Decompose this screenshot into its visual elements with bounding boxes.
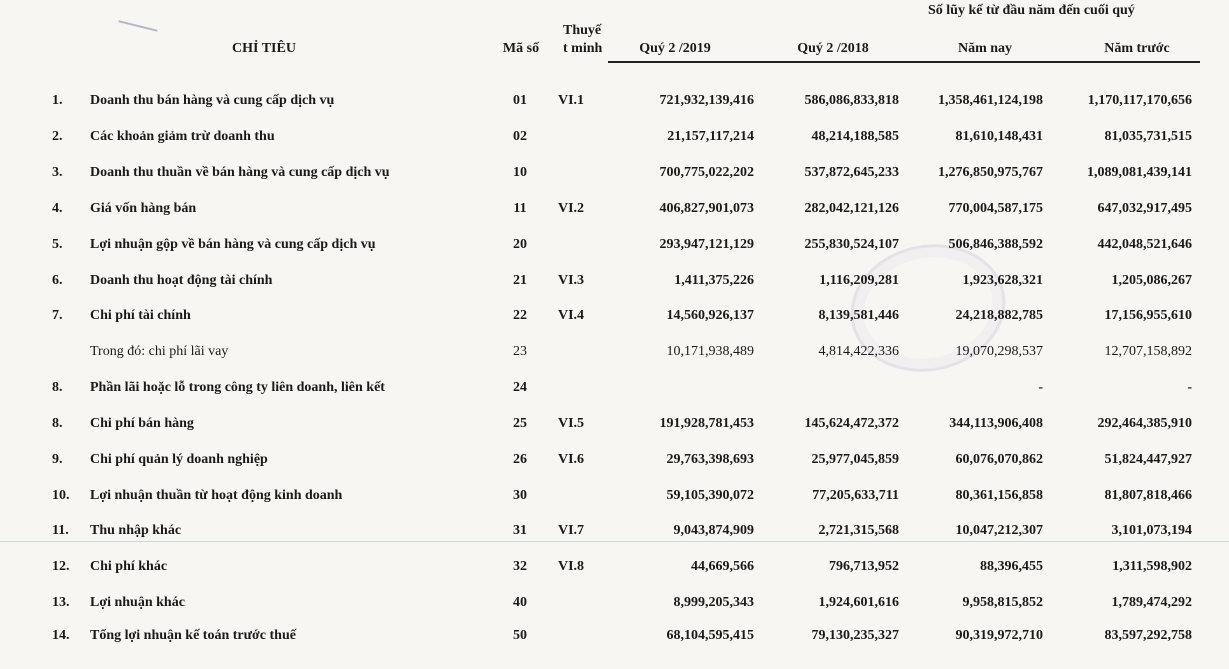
- note-header-line2: t minh: [563, 41, 603, 56]
- value-q2-2019: 14,560,926,137: [666, 308, 754, 323]
- row-indicator: Chi phí tài chính: [90, 308, 191, 323]
- value-this-year: 1,276,850,975,767: [938, 165, 1043, 180]
- table-row: [0, 414, 1229, 434]
- value-last-year: 1,089,081,439,141: [1087, 165, 1192, 180]
- value-this-year: 1,358,461,124,198: [938, 93, 1043, 108]
- row-indicator: Doanh thu thuần về bán hàng và cung cấp dịch vụ: [90, 165, 390, 180]
- table-row: [0, 271, 1229, 291]
- row-indicator: Giá vốn hàng bán: [90, 201, 197, 216]
- value-q2-2019: 10,171,938,489: [666, 344, 754, 359]
- row-indicator: Thu nhập khác: [90, 523, 182, 538]
- row-indicator: Trong đó: chi phí lãi vay: [90, 344, 229, 359]
- row-indicator: Tổng lợi nhuận kế toán trước thuế: [90, 628, 296, 643]
- value-this-year: 1,923,628,321: [962, 273, 1043, 288]
- row-number: 8.: [52, 380, 63, 395]
- code-header: Mã số: [502, 41, 540, 56]
- row-code: 30: [513, 488, 527, 503]
- value-last-year: 51,824,447,927: [1104, 452, 1192, 467]
- cumulative-header: Số lũy kế từ đầu năm đến cuối quý: [928, 3, 1135, 18]
- header-underline: [608, 61, 1200, 63]
- row-indicator: Lợi nhuận khác: [90, 595, 185, 610]
- value-last-year: 1,170,117,170,656: [1087, 93, 1192, 108]
- row-note: VI.4: [558, 308, 585, 323]
- value-q2-2019: 721,932,139,416: [659, 93, 754, 108]
- row-number: 13.: [52, 595, 70, 610]
- table-row: [0, 235, 1229, 255]
- value-this-year: 10,047,212,307: [955, 523, 1043, 538]
- value-q2-2019: 59,105,390,072: [666, 488, 754, 503]
- row-number: 12.: [52, 559, 70, 574]
- value-last-year: 81,035,731,515: [1104, 129, 1192, 144]
- value-q2-2019: 21,157,117,214: [667, 129, 754, 144]
- value-q2-2018: 48,214,188,585: [811, 129, 899, 144]
- row-note: VI.1: [558, 93, 585, 108]
- row-number: 3.: [52, 165, 63, 180]
- pen-mark: [118, 20, 157, 32]
- value-this-year: 60,076,070,862: [955, 452, 1043, 467]
- row-indicator: Phần lãi hoặc lỗ trong công ty liên doanh, liên kết: [90, 380, 385, 395]
- scan-line: [0, 541, 1229, 542]
- row-number: 14.: [52, 628, 70, 643]
- value-q2-2019: 1,411,375,226: [674, 273, 754, 288]
- table-row: [0, 626, 1229, 646]
- value-last-year: -: [1187, 380, 1192, 395]
- value-this-year: 506,846,388,592: [948, 237, 1043, 252]
- indicator-header: CHỈ TIÊU: [232, 41, 296, 56]
- row-indicator: Các khoản giảm trừ doanh thu: [90, 129, 275, 144]
- row-code: 10: [513, 165, 527, 180]
- table-row: [0, 127, 1229, 147]
- value-this-year: 81,610,148,431: [955, 129, 1043, 144]
- last-year-header: Năm trước: [1104, 41, 1170, 56]
- value-last-year: 1,311,598,902: [1112, 559, 1192, 574]
- value-q2-2019: 68,104,595,415: [666, 628, 754, 643]
- row-code: 25: [513, 416, 527, 431]
- row-code: 50: [513, 628, 527, 643]
- row-note: VI.8: [558, 559, 585, 574]
- table-row: [0, 199, 1229, 219]
- row-code: 40: [513, 595, 527, 610]
- value-q2-2019: 29,763,398,693: [666, 452, 754, 467]
- table-row: [0, 378, 1229, 398]
- row-indicator: Doanh thu hoạt động tài chính: [90, 273, 273, 288]
- row-code: 31: [513, 523, 527, 538]
- row-number: 1.: [52, 93, 63, 108]
- value-this-year: 770,004,587,175: [948, 201, 1043, 216]
- value-q2-2019: 191,928,781,453: [659, 416, 754, 431]
- q2-2019-header: Quý 2 /2019: [639, 41, 711, 56]
- value-q2-2018: 4,814,422,336: [818, 344, 899, 359]
- value-q2-2018: 796,713,952: [829, 559, 899, 574]
- table-row: [0, 91, 1229, 111]
- table-row: [0, 163, 1229, 183]
- row-note: VI.6: [558, 452, 585, 467]
- value-last-year: 81,807,818,466: [1104, 488, 1192, 503]
- row-number: 8.: [52, 416, 63, 431]
- value-last-year: 83,597,292,758: [1104, 628, 1192, 643]
- this-year-header: Năm nay: [957, 41, 1013, 56]
- value-q2-2019: 44,669,566: [691, 559, 754, 574]
- row-indicator: Lợi nhuận thuần từ hoạt động kinh doanh: [90, 488, 343, 503]
- table-row: [0, 593, 1229, 613]
- table-row: [0, 486, 1229, 506]
- value-last-year: 292,464,385,910: [1097, 416, 1192, 431]
- value-q2-2018: 8,139,581,446: [818, 308, 899, 323]
- row-code: 24: [513, 380, 527, 395]
- row-note: VI.2: [558, 201, 585, 216]
- note-header-line1: Thuyế: [563, 23, 602, 38]
- value-q2-2019: 406,827,901,073: [659, 201, 754, 216]
- value-q2-2018: 537,872,645,233: [804, 165, 899, 180]
- value-q2-2018: 79,130,235,327: [811, 628, 899, 643]
- value-q2-2018: 282,042,121,126: [804, 201, 899, 216]
- row-code: 23: [513, 344, 527, 359]
- row-number: 7.: [52, 308, 63, 323]
- row-code: 01: [513, 93, 527, 108]
- table-row: [0, 306, 1229, 326]
- value-this-year: 19,070,298,537: [955, 344, 1043, 359]
- value-q2-2019: 700,775,022,202: [659, 165, 754, 180]
- row-code: 20: [513, 237, 527, 252]
- row-indicator: Chi phí quản lý doanh nghiệp: [90, 452, 268, 467]
- row-code: 02: [513, 129, 527, 144]
- row-indicator: Lợi nhuận gộp về bán hàng và cung cấp dịch vụ: [90, 237, 376, 252]
- value-this-year: 24,218,882,785: [955, 308, 1043, 323]
- row-indicator: Doanh thu bán hàng và cung cấp dịch vụ: [90, 93, 335, 108]
- value-this-year: 344,113,906,408: [949, 416, 1043, 431]
- table-row: [0, 521, 1229, 541]
- value-this-year: 80,361,156,858: [955, 488, 1043, 503]
- value-q2-2018: 1,116,209,281: [819, 273, 899, 288]
- value-last-year: 12,707,158,892: [1104, 344, 1192, 359]
- value-q2-2019: 8,999,205,343: [673, 595, 754, 610]
- row-number: 5.: [52, 237, 63, 252]
- value-this-year: 9,958,815,852: [962, 595, 1043, 610]
- value-last-year: 1,205,086,267: [1111, 273, 1192, 288]
- value-last-year: 647,032,917,495: [1097, 201, 1192, 216]
- row-code: 22: [513, 308, 527, 323]
- row-number: 6.: [52, 273, 63, 288]
- value-last-year: 1,789,474,292: [1111, 595, 1192, 610]
- row-number: 10.: [52, 488, 70, 503]
- table-row: [0, 557, 1229, 577]
- value-q2-2018: 145,624,472,372: [804, 416, 899, 431]
- row-note: VI.5: [558, 416, 585, 431]
- row-number: 11.: [52, 523, 69, 538]
- row-indicator: Chi phí khác: [90, 559, 168, 574]
- row-indicator: Chi phí bán hàng: [90, 416, 194, 431]
- value-q2-2018: 255,830,524,107: [804, 237, 899, 252]
- value-q2-2019: 9,043,874,909: [673, 523, 754, 538]
- row-code: 26: [513, 452, 527, 467]
- value-last-year: 17,156,955,610: [1104, 308, 1192, 323]
- row-code: 32: [513, 559, 527, 574]
- row-number: 4.: [52, 201, 63, 216]
- row-code: 11: [513, 201, 527, 216]
- value-this-year: 88,396,455: [980, 559, 1043, 574]
- value-this-year: -: [1038, 380, 1043, 395]
- value-q2-2018: 586,086,833,818: [804, 93, 899, 108]
- row-number: 2.: [52, 129, 63, 144]
- value-last-year: 3,101,073,194: [1111, 523, 1192, 538]
- table-row: [0, 342, 1229, 362]
- row-code: 21: [513, 273, 527, 288]
- value-this-year: 90,319,972,710: [955, 628, 1043, 643]
- row-note: VI.7: [558, 523, 585, 538]
- value-q2-2018: 1,924,601,616: [818, 595, 899, 610]
- value-q2-2019: 293,947,121,129: [659, 237, 754, 252]
- value-last-year: 442,048,521,646: [1097, 237, 1192, 252]
- q2-2018-header: Quý 2 /2018: [797, 41, 869, 56]
- value-q2-2018: 77,205,633,711: [812, 488, 899, 503]
- row-note: VI.3: [558, 273, 585, 288]
- value-q2-2018: 2,721,315,568: [818, 523, 899, 538]
- row-number: 9.: [52, 452, 63, 467]
- value-q2-2018: 25,977,045,859: [811, 452, 899, 467]
- table-row: [0, 450, 1229, 470]
